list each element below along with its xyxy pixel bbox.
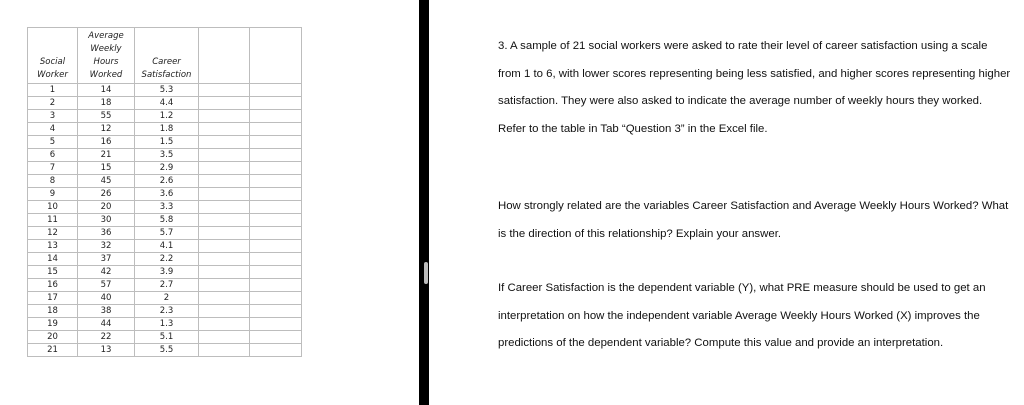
cell-worker[interactable]: 13 bbox=[28, 240, 78, 253]
cell-worker[interactable]: 12 bbox=[28, 227, 78, 240]
cell-worker[interactable]: 8 bbox=[28, 175, 78, 188]
cell-worker[interactable]: 14 bbox=[28, 253, 78, 266]
cell-hours[interactable]: 37 bbox=[78, 253, 135, 266]
cell-worker[interactable]: 20 bbox=[28, 331, 78, 344]
question-intro: 3. A sample of 21 social workers were asked to rate their level of career satisfaction using a scale from 1 to 6, with lower scores representing being less satisfied, and higher scores representing higher satisfaction. They were also asked to indicate the average number of weekly hours they worked. Refer to the table in Tab “Question 3” in the Excel file. bbox=[498, 40, 1011, 135]
empty-cell[interactable] bbox=[250, 136, 302, 149]
cell-satisfaction[interactable]: 2.7 bbox=[135, 279, 199, 292]
cell-worker[interactable]: 1 bbox=[28, 84, 78, 97]
empty-cell[interactable] bbox=[199, 227, 250, 240]
cell-satisfaction[interactable]: 5.7 bbox=[135, 227, 199, 240]
table-row bbox=[28, 305, 302, 318]
table-row bbox=[28, 253, 302, 266]
empty-cell[interactable] bbox=[250, 175, 302, 188]
header-avg-hours bbox=[78, 28, 135, 84]
empty-cell[interactable] bbox=[250, 240, 302, 253]
cell-satisfaction[interactable]: 1.2 bbox=[135, 110, 199, 123]
header-line: Career bbox=[152, 57, 181, 67]
table-row bbox=[28, 149, 302, 162]
empty-cell[interactable] bbox=[199, 292, 250, 305]
cell-worker[interactable]: 10 bbox=[28, 201, 78, 214]
empty-cell[interactable] bbox=[250, 84, 302, 97]
header-line: Social bbox=[39, 57, 66, 67]
empty-cell[interactable] bbox=[250, 318, 302, 331]
cell-hours[interactable]: 57 bbox=[78, 279, 135, 292]
table-row bbox=[28, 318, 302, 331]
empty-cell[interactable] bbox=[250, 279, 302, 292]
cell-hours[interactable]: 12 bbox=[78, 123, 135, 136]
cell-hours[interactable]: 21 bbox=[78, 149, 135, 162]
empty-cell[interactable] bbox=[199, 97, 250, 110]
question-part-2: If Career Satisfaction is the dependent variable (Y), what PRE measure should be used to get an interpretation on how the independent variable Average Weekly Hours Worked (X) improves the predictions of the dependent variable? Compute this value and provide an interpretation. bbox=[498, 282, 986, 349]
pane-divider[interactable] bbox=[419, 0, 429, 405]
cell-hours[interactable]: 30 bbox=[78, 214, 135, 227]
empty-cell[interactable] bbox=[199, 149, 250, 162]
table-header-row bbox=[28, 28, 302, 84]
cell-hours[interactable]: 26 bbox=[78, 188, 135, 201]
cell-worker[interactable]: 4 bbox=[28, 123, 78, 136]
empty-cell[interactable] bbox=[199, 266, 250, 279]
header-line: Worked bbox=[89, 70, 123, 80]
cell-worker[interactable]: 21 bbox=[28, 344, 78, 357]
divider-handle[interactable] bbox=[424, 262, 428, 284]
empty-cell[interactable] bbox=[250, 266, 302, 279]
cell-satisfaction[interactable]: 5.8 bbox=[135, 214, 199, 227]
table-row bbox=[28, 123, 302, 136]
empty-cell[interactable] bbox=[199, 279, 250, 292]
cell-satisfaction[interactable]: 2.2 bbox=[135, 253, 199, 266]
cell-satisfaction[interactable]: 3.9 bbox=[135, 266, 199, 279]
cell-hours[interactable]: 36 bbox=[78, 227, 135, 240]
empty-cell[interactable] bbox=[250, 253, 302, 266]
cell-hours[interactable]: 42 bbox=[78, 266, 135, 279]
empty-cell[interactable] bbox=[199, 240, 250, 253]
empty-cell[interactable] bbox=[199, 201, 250, 214]
cell-hours[interactable]: 45 bbox=[78, 175, 135, 188]
empty-cell[interactable] bbox=[250, 123, 302, 136]
cell-satisfaction[interactable]: 2.6 bbox=[135, 175, 199, 188]
empty-cell[interactable] bbox=[199, 136, 250, 149]
cell-satisfaction[interactable]: 3.5 bbox=[135, 149, 199, 162]
cell-hours[interactable]: 16 bbox=[78, 136, 135, 149]
table-row bbox=[28, 136, 302, 149]
empty-cell[interactable] bbox=[199, 175, 250, 188]
cell-worker[interactable]: 18 bbox=[28, 305, 78, 318]
table-row bbox=[28, 110, 302, 123]
cell-worker[interactable]: 7 bbox=[28, 162, 78, 175]
cell-hours[interactable]: 20 bbox=[78, 201, 135, 214]
cell-worker[interactable]: 17 bbox=[28, 292, 78, 305]
empty-cell[interactable] bbox=[250, 227, 302, 240]
table-row bbox=[28, 201, 302, 214]
cell-satisfaction[interactable]: 4.4 bbox=[135, 97, 199, 110]
cell-satisfaction[interactable]: 2.9 bbox=[135, 162, 199, 175]
cell-satisfaction[interactable]: 1.5 bbox=[135, 136, 199, 149]
cell-worker[interactable]: 6 bbox=[28, 149, 78, 162]
empty-cell[interactable] bbox=[199, 305, 250, 318]
table-row bbox=[28, 227, 302, 240]
empty-cell[interactable] bbox=[250, 149, 302, 162]
cell-satisfaction[interactable]: 5.3 bbox=[135, 84, 199, 97]
cell-satisfaction[interactable]: 2 bbox=[135, 292, 199, 305]
cell-hours[interactable]: 32 bbox=[78, 240, 135, 253]
cell-worker[interactable]: 3 bbox=[28, 110, 78, 123]
empty-cell[interactable] bbox=[250, 97, 302, 110]
empty-cell[interactable] bbox=[199, 123, 250, 136]
cell-satisfaction[interactable]: 5.1 bbox=[135, 331, 199, 344]
empty-cell[interactable] bbox=[199, 84, 250, 97]
empty-cell[interactable] bbox=[250, 162, 302, 175]
cell-hours[interactable]: 22 bbox=[78, 331, 135, 344]
empty-cell[interactable] bbox=[199, 253, 250, 266]
empty-cell[interactable] bbox=[199, 344, 250, 357]
cell-hours[interactable]: 14 bbox=[78, 84, 135, 97]
table-row bbox=[28, 175, 302, 188]
empty-cell[interactable] bbox=[250, 28, 302, 84]
cell-satisfaction[interactable]: 1.8 bbox=[135, 123, 199, 136]
empty-cell[interactable] bbox=[199, 162, 250, 175]
cell-satisfaction[interactable]: 5.5 bbox=[135, 344, 199, 357]
table-row bbox=[28, 292, 302, 305]
cell-worker[interactable]: 11 bbox=[28, 214, 78, 227]
table-row bbox=[28, 214, 302, 227]
header-line: Weekly bbox=[90, 44, 122, 54]
question-part-1: How strongly related are the variables Career Satisfaction and Average Weekly Hours Worked? What is the direction of this relationship? Explain your answer. bbox=[498, 200, 1009, 240]
cell-hours[interactable]: 18 bbox=[78, 97, 135, 110]
table-row bbox=[28, 331, 302, 344]
empty-cell[interactable] bbox=[250, 292, 302, 305]
header-social-worker bbox=[28, 28, 78, 84]
table-row bbox=[28, 84, 302, 97]
data-table bbox=[27, 27, 302, 357]
cell-hours[interactable]: 38 bbox=[78, 305, 135, 318]
cell-satisfaction[interactable]: 2.3 bbox=[135, 305, 199, 318]
cell-worker[interactable]: 5 bbox=[28, 136, 78, 149]
empty-cell[interactable] bbox=[199, 214, 250, 227]
cell-worker[interactable]: 16 bbox=[28, 279, 78, 292]
empty-cell[interactable] bbox=[199, 318, 250, 331]
empty-cell[interactable] bbox=[250, 344, 302, 357]
empty-cell[interactable] bbox=[199, 110, 250, 123]
empty-cell[interactable] bbox=[250, 201, 302, 214]
table-row bbox=[28, 162, 302, 175]
cell-hours[interactable]: 40 bbox=[78, 292, 135, 305]
empty-cell[interactable] bbox=[250, 110, 302, 123]
table-row bbox=[28, 188, 302, 201]
cell-worker[interactable]: 19 bbox=[28, 318, 78, 331]
cell-hours[interactable]: 55 bbox=[78, 110, 135, 123]
cell-hours[interactable]: 13 bbox=[78, 344, 135, 357]
header-line: Hours bbox=[93, 57, 119, 67]
cell-satisfaction[interactable]: 1.3 bbox=[135, 318, 199, 331]
cell-worker[interactable]: 2 bbox=[28, 97, 78, 110]
cell-satisfaction[interactable]: 3.3 bbox=[135, 201, 199, 214]
empty-cell[interactable] bbox=[250, 331, 302, 344]
empty-cell[interactable] bbox=[250, 188, 302, 201]
empty-cell[interactable] bbox=[199, 331, 250, 344]
header-career-satisfaction bbox=[135, 28, 199, 84]
cell-worker[interactable]: 15 bbox=[28, 266, 78, 279]
cell-satisfaction[interactable]: 4.1 bbox=[135, 240, 199, 253]
cell-hours[interactable]: 44 bbox=[78, 318, 135, 331]
header-line: Worker bbox=[37, 70, 68, 80]
table-row bbox=[28, 97, 302, 110]
header-line: Average bbox=[88, 31, 124, 41]
table-row bbox=[28, 240, 302, 253]
empty-cell[interactable] bbox=[199, 188, 250, 201]
header-line: Satisfaction bbox=[141, 70, 192, 80]
empty-cell[interactable] bbox=[199, 28, 250, 84]
table-row bbox=[28, 279, 302, 292]
cell-satisfaction[interactable]: 3.6 bbox=[135, 188, 199, 201]
table-row bbox=[28, 266, 302, 279]
table-row bbox=[28, 344, 302, 357]
empty-cell[interactable] bbox=[250, 214, 302, 227]
cell-hours[interactable]: 15 bbox=[78, 162, 135, 175]
spreadsheet-pane bbox=[0, 0, 419, 405]
empty-cell[interactable] bbox=[250, 305, 302, 318]
cell-worker[interactable]: 9 bbox=[28, 188, 78, 201]
